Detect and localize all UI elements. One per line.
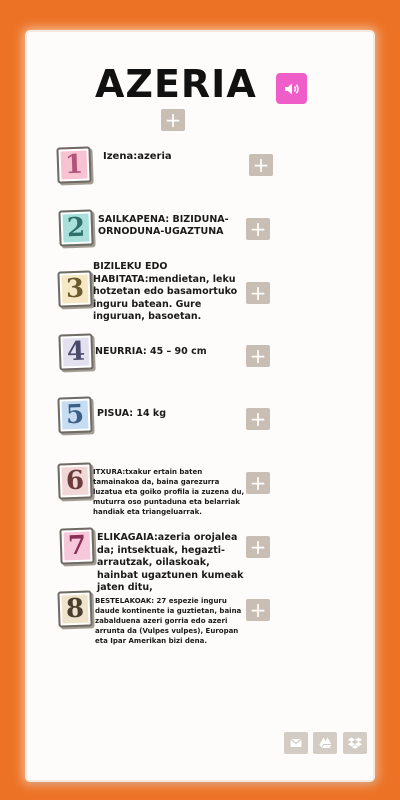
- page-title: AZERIA: [95, 62, 257, 106]
- add-item-2-button[interactable]: +: [246, 218, 270, 240]
- add-item-3-button[interactable]: +: [246, 282, 270, 304]
- add-item-5-button[interactable]: +: [246, 408, 270, 430]
- item-text-5: PISUA: 14 kg: [97, 408, 167, 419]
- add-item-1-button[interactable]: +: [249, 154, 273, 176]
- number-card-7: 7: [59, 527, 94, 564]
- mail-button[interactable]: [284, 732, 308, 754]
- add-item-8-button[interactable]: +: [246, 599, 270, 621]
- number-card-8: 8: [57, 590, 92, 627]
- item-text-6: ITXURA:txakur ertain baten tamainakoa da, baina garezurra luzatua eta goiko profila ia zuzena du, muturra oso puntaduna eta belarriak handiak eta triangeluarrak.: [93, 468, 245, 516]
- number-card-6: 6: [57, 462, 92, 499]
- add-item-6-button[interactable]: +: [246, 472, 270, 494]
- number-card-2: 2: [58, 209, 93, 246]
- item-text-4: NEURRIA: 45 – 90 cm: [95, 346, 207, 357]
- add-item-4-button[interactable]: +: [246, 345, 270, 367]
- mail-icon: [290, 738, 302, 748]
- dropbox-button[interactable]: [343, 732, 367, 754]
- drive-icon: [319, 737, 332, 749]
- number-card-1: 1: [56, 146, 91, 183]
- dropbox-icon: [348, 737, 362, 749]
- add-item-7-button[interactable]: +: [246, 536, 270, 558]
- sound-button[interactable]: [276, 73, 307, 104]
- item-text-3: BIZILEKU EDO HABITATA:mendietan, leku hotzetan edo basamortuko inguru batean. Gure inguruan, basoetan.: [93, 261, 238, 322]
- number-card-5: 5: [57, 396, 92, 433]
- number-card-4: 4: [58, 333, 93, 370]
- speaker-icon: [284, 82, 300, 96]
- add-title-button[interactable]: +: [161, 109, 185, 131]
- item-text-1: Izena:azeria: [103, 151, 172, 162]
- item-text-2: SAILKAPENA: BIZIDUNA-ORNODUNA-UGAZTUNA: [98, 214, 229, 237]
- item-text-7: ELIKAGAIA:azeria orojalea da; intsektuak, hegazti-arrautzak, oilaskoak, hainbat ugaztunen kumeak jaten ditu,: [97, 532, 244, 593]
- item-text-8: BESTELAKOAK: 27 espezie inguru daude kontinente ia guztietan, baina zabalduena azeri gorria edo azeri arrunta da (Vulpes vulpes), Europan eta Ipar Amerikan bizi dena.: [95, 597, 242, 645]
- number-card-3: 3: [57, 270, 92, 307]
- drive-button[interactable]: [313, 732, 337, 754]
